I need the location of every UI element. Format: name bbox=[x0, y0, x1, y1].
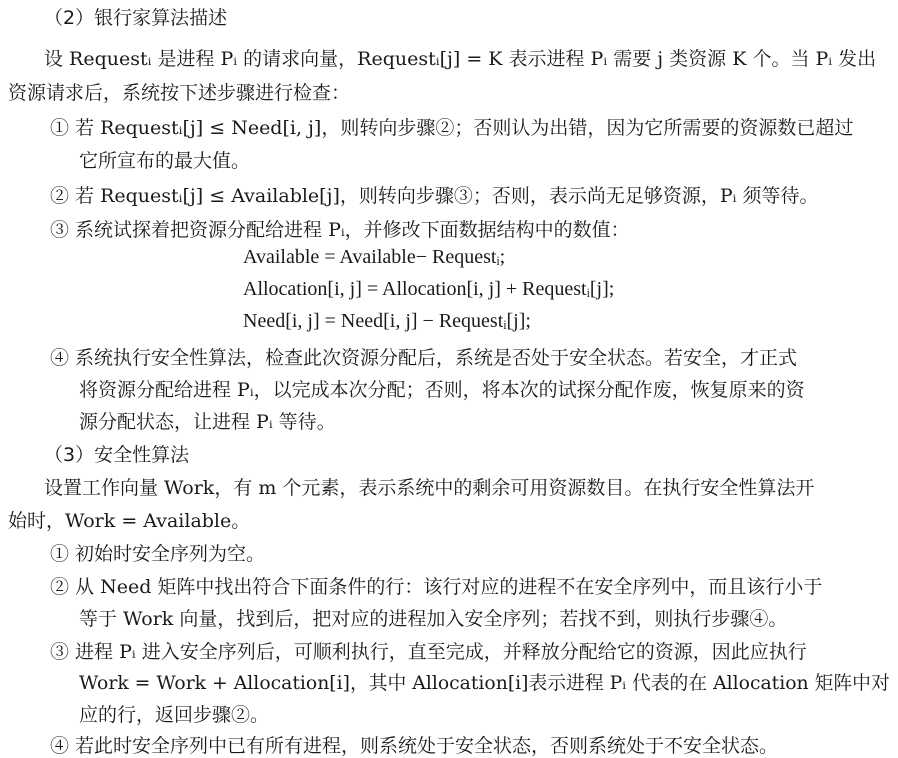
section-3-heading: （3）安全性算法 bbox=[44, 444, 190, 466]
section-3-step-3-line-1: ③ 进程 Pᵢ 进入安全序列后，可顺利执行，直至完成，并释放分配给它的资源，因此应执行 bbox=[50, 641, 807, 663]
section-2-intro-line-1: 设 Requestᵢ 是进程 Pᵢ 的请求向量，Requestᵢ[j] = K 表示进程 Pᵢ 需要 j 类资源 K 个。当 Pᵢ 发出 bbox=[44, 48, 877, 70]
section-3-step-3-line-2: Work = Work + Allocation[i]，其中 Allocation[i]表示进程 Pᵢ 代表的在 Allocation 矩阵中对 bbox=[79, 673, 890, 694]
section-3-intro-line-1: 设置工作向量 Work，有 m 个元素，表示系统中的剩余可用资源数目。在执行安全性算法开 bbox=[44, 477, 815, 499]
section-2-intro-line-2: 资源请求后，系统按下述步骤进行检查： bbox=[8, 82, 351, 104]
section-2-heading: （2）银行家算法描述 bbox=[44, 7, 228, 29]
formula-available: Available = Available− Requestᵢ; bbox=[243, 246, 506, 268]
section-3-step-3-line-3: 应的行，返回步骤②。 bbox=[79, 704, 270, 726]
section-3-intro-line-2: 始时，Work = Available。 bbox=[8, 510, 251, 532]
section-2-step-3-line-1: ③ 系统试探着把资源分配给进程 Pᵢ，并修改下面数据结构中的数值： bbox=[50, 219, 630, 241]
section-2-step-4-line-1: ④ 系统执行安全性算法，检查此次资源分配后，系统是否处于安全状态。若安全，才正式 bbox=[50, 347, 798, 369]
section-2-step-1-line-2: 它所宣布的最大值。 bbox=[79, 150, 251, 172]
section-3-step-2-line-2: 等于 Work 向量，找到后，把对应的进程加入安全序列；若找不到，则执行步骤④。 bbox=[79, 608, 788, 630]
section-2-step-1-line-1: ① 若 Requestᵢ[j] ≤ Need[i, j]，则转向步骤②；否则认为出错，因为它所需要的资源数已超过 bbox=[50, 117, 854, 139]
section-2-step-4-line-3: 源分配状态，让进程 Pᵢ 等待。 bbox=[79, 411, 336, 433]
formula-allocation: Allocation[i, j] = Allocation[i, j] + Requestᵢ[j]; bbox=[243, 278, 615, 300]
formula-need: Need[i, j] = Need[i, j] − Requestᵢ[j]; bbox=[243, 310, 531, 332]
section-2-step-2-line-1: ② 若 Requestᵢ[j] ≤ Available[j]，则转向步骤③；否则，表示尚无足够资源，Pᵢ 须等待。 bbox=[50, 185, 819, 207]
section-3-step-4-line-1: ④ 若此时安全序列中已有所有进程，则系统处于安全状态，否则系统处于不安全状态。 bbox=[50, 735, 779, 757]
section-2-step-4-line-2: 将资源分配给进程 Pᵢ，以完成本次分配；否则，将本次的试探分配作废，恢复原来的资 bbox=[79, 379, 805, 401]
section-3-step-1-line-1: ① 初始时安全序列为空。 bbox=[50, 543, 266, 565]
section-3-step-2-line-1: ② 从 Need 矩阵中找出符合下面条件的行：该行对应的进程不在安全序列中，而且该行小于 bbox=[50, 576, 823, 598]
